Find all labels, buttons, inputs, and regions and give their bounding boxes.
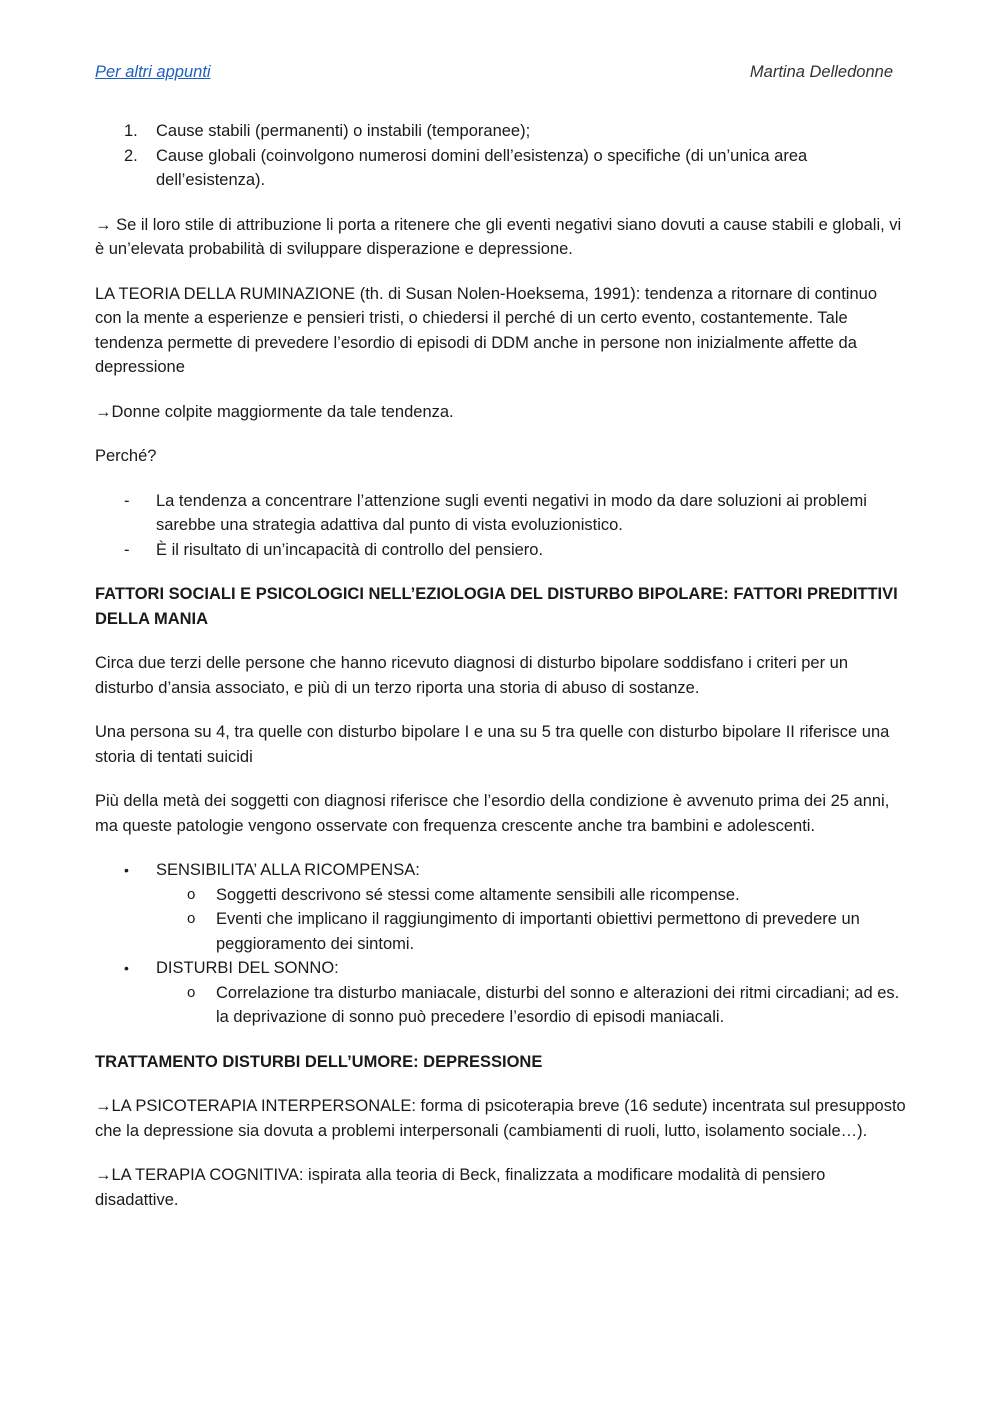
- dash-marker: -: [124, 491, 130, 510]
- factor-sublist: [156, 981, 907, 1030]
- circle-marker: o: [187, 983, 196, 1001]
- sub-item-text: Correlazione tra disturbo maniacale, disturbi del sonno e alterazioni dei ritmi circadiani; ad es. la deprivazione di sonno può precedere l’esordio di episodi maniacali.: [216, 983, 900, 1026]
- attribution-note: → Se il loro stile di attribuzione li porta a ritenere che gli eventi negativi siano dovuti a cause stabili e globali, vi è un’elevata probabilità di sviluppare disperazione e depressione.: [95, 215, 902, 258]
- list-item: [95, 144, 907, 193]
- factor-item: [95, 956, 907, 1030]
- list-item-text: È il risultato di un’incapacità di controllo del pensiero.: [156, 540, 544, 559]
- sub-item: [156, 883, 907, 908]
- list-item-text: La tendenza a concentrare l’attenzione sugli eventi negativi in modo da dare soluzioni ai problemi sarebbe una strategia adattiva dal punto di vista evoluzionistico.: [156, 491, 867, 534]
- list-item: [95, 489, 907, 538]
- author-name: Martina Delledonne: [749, 63, 893, 81]
- sub-item-text: Eventi che implicano il raggiungimento di importanti obiettivi permettono di prevedere un peggioramento dei sintomi.: [216, 910, 860, 953]
- treatment-paragraph: →LA TERAPIA COGNITIVA: ispirata alla teoria di Beck, finalizzata a modificare modalità di pensiero disadattive.: [95, 1166, 826, 1209]
- dash-marker: -: [124, 540, 130, 559]
- factor-label: DISTURBI DEL SONNO:: [156, 959, 339, 977]
- bipolar-paragraph: Una persona su 4, tra quelle con disturbo bipolare I e una su 5 tra quelle con disturbo bipolare II riferisce una storia di tentati suicidi: [95, 723, 890, 766]
- factor-item: [95, 858, 907, 956]
- sub-item: [156, 981, 907, 1030]
- list-item: [95, 119, 907, 144]
- bullet-marker: •: [124, 960, 129, 976]
- why-question: Perché?: [95, 447, 157, 465]
- list-item-text: Cause globali (coinvolgono numerosi domini dell’esistenza) o specifiche (di un’unica area dell’esistenza).: [156, 146, 808, 189]
- causes-list: [95, 119, 907, 193]
- circle-marker: o: [187, 885, 196, 903]
- list-number: 1.: [124, 122, 138, 140]
- circle-marker: o: [187, 910, 196, 927]
- list-item-text: Cause stabili (permanenti) o instabili (temporanee);: [156, 122, 531, 140]
- bipolar-section-heading: FATTORI SOCIALI E PSICOLOGICI NELL’EZIOLOGIA DEL DISTURBO BIPOLARE: FATTORI PREDITTIVI DELLA MANIA: [95, 585, 898, 628]
- factor-label: SENSIBILITA’ ALLA RICOMPENSA:: [156, 861, 420, 879]
- treatment-section-heading: TRATTAMENTO DISTURBI DELL’UMORE: DEPRESSIONE: [95, 1052, 543, 1071]
- why-list: [95, 489, 907, 563]
- list-number: 2.: [124, 146, 138, 165]
- rumination-paragraph: LA TEORIA DELLA RUMINAZIONE (th. di Susan Nolen-Hoeksema, 1991): tendenza a ritornare di continuo con la mente a esperienze e pensieri tristi, o chiedersi il perché di un certo evento, costantemente. Tale tendenza permette di prevedere l’esordio di episodi di DDM anche in persone non inizialmente affette da depressione: [95, 284, 877, 376]
- sub-item-text: Soggetti descrivono sé stessi come altamente sensibili alle ricompense.: [216, 885, 740, 904]
- factor-sublist: [156, 883, 907, 957]
- bipolar-paragraph: Circa due terzi delle persone che hanno ricevuto diagnosi di disturbo bipolare soddisfano i criteri per un disturbo d’ansia associato, e più di un terzo riporta una storia di abuso di sostanze.: [95, 654, 849, 697]
- sub-item: [156, 907, 907, 956]
- page-header: [95, 60, 893, 85]
- list-item: [95, 538, 907, 563]
- bullet-marker: •: [124, 862, 129, 878]
- factors-list: [95, 858, 907, 1030]
- treatment-paragraph: →LA PSICOTERAPIA INTERPERSONALE: forma di psicoterapia breve (16 sedute) incentrata sul presupposto che la depressione sia dovuta a problemi interpersonali (cambiamenti di ruoli, lutto, isolamento sociale…).: [95, 1097, 906, 1140]
- women-note: →Donne colpite maggiormente da tale tendenza.: [95, 402, 454, 421]
- other-notes-link[interactable]: Per altri appunti: [95, 63, 211, 81]
- bipolar-paragraph: Più della metà dei soggetti con diagnosi riferisce che l’esordio della condizione è avvenuto prima dei 25 anni, ma queste patologie vengono osservate con frequenza crescente anche tra bambini e adolescenti.: [95, 792, 890, 835]
- document-body: [95, 119, 907, 1212]
